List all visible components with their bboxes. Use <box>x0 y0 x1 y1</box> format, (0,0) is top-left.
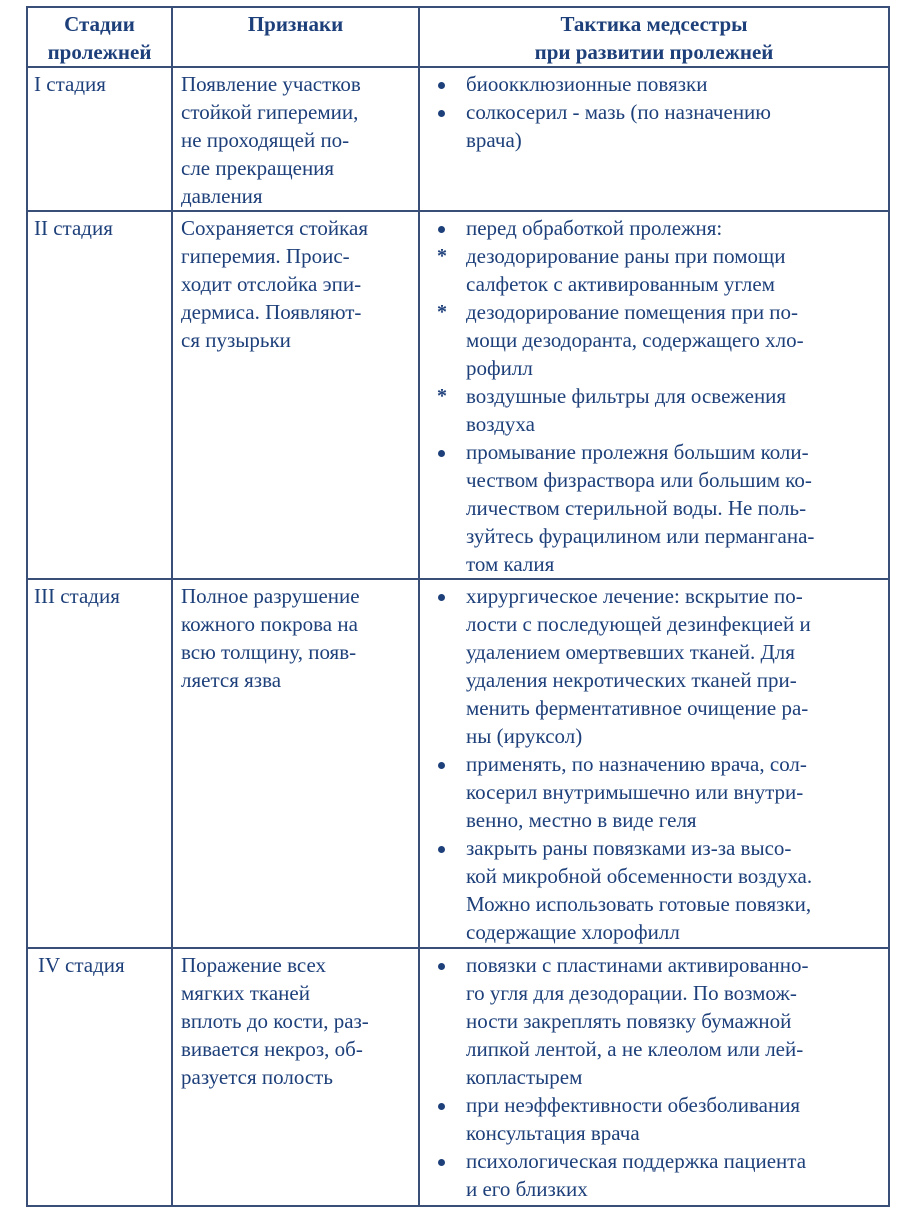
list-item <box>424 750 884 834</box>
list-item <box>424 98 884 154</box>
item-line: венно, местно в виде геля <box>466 808 697 832</box>
signs-line: сле прекращения <box>181 156 335 180</box>
tactics-cell <box>419 67 889 211</box>
signs-line: кожного покрова на <box>181 612 358 636</box>
header-text: при развитии пролежней <box>534 40 774 64</box>
list-item <box>424 582 884 750</box>
header-text: Стадии <box>64 12 135 36</box>
item-line: консультация врача <box>466 1121 640 1145</box>
signs-line: давления <box>181 184 263 208</box>
signs-line: гиперемия. Проис- <box>181 244 350 268</box>
signs-line: вплоть до кости, раз- <box>181 1009 369 1033</box>
list-item <box>424 242 884 298</box>
signs-line: ходит отслойка эпи- <box>181 272 362 296</box>
item-line: при неэффективности обезболивания <box>466 1093 801 1117</box>
item-line: ности закреплять повязку бумажной <box>466 1009 792 1033</box>
signs-line: стойкой гиперемии, <box>181 100 359 124</box>
tactics-cell <box>419 211 889 579</box>
item-line: дезодорирование помещения при по- <box>466 300 799 324</box>
item-line: удалением омертвевших тканей. Для <box>466 640 795 664</box>
stage-cell: I стадия <box>27 67 172 211</box>
item-line: хирургическое лечение: вскрытие по- <box>466 584 803 608</box>
signs-cell <box>172 211 419 579</box>
header-tactics <box>419 7 889 67</box>
header-text: пролежней <box>47 40 152 64</box>
item-line: мощи дезодоранта, содержащего хло- <box>466 328 804 352</box>
item-line: воздушные фильтры для освежения <box>466 384 787 408</box>
item-line: дезодорирование раны при помощи <box>466 244 786 268</box>
stage-cell: III стадия <box>27 579 172 948</box>
item-line: перед обработкой пролежня: <box>466 216 723 240</box>
item-line: чеством физраствора или большим ко- <box>466 468 812 492</box>
list-item <box>424 1147 884 1203</box>
asterisk-icon: * <box>437 301 447 323</box>
table-row <box>27 211 889 579</box>
list-item <box>424 1091 884 1147</box>
table-row <box>27 67 889 211</box>
item-line: Можно использовать готовые повязки, <box>466 892 812 916</box>
list-item <box>424 298 884 382</box>
item-line: солкосерил - мазь (по назначению <box>466 100 771 124</box>
signs-line: вивается некроз, об- <box>181 1037 363 1061</box>
signs-line: мягких тканей <box>181 981 310 1005</box>
signs-line: дермиса. Появляют- <box>181 300 362 324</box>
signs-line: ся пузырьки <box>181 328 291 352</box>
item-line: удаления некротических тканей при- <box>466 668 797 692</box>
item-line: закрыть раны повязками из-за высо- <box>466 836 792 860</box>
pressure-ulcer-table <box>26 6 890 1207</box>
item-line: воздуха <box>466 412 535 436</box>
signs-cell <box>172 579 419 948</box>
signs-line: Появление участков <box>181 72 361 96</box>
header-signs <box>172 7 419 67</box>
signs-line: Поражение всех <box>181 953 327 977</box>
asterisk-icon: * <box>437 385 447 407</box>
list-item <box>424 438 884 578</box>
signs-line: всю толщину, появ- <box>181 640 357 664</box>
header-text: Тактика медсестры <box>560 12 748 36</box>
item-line: рофилл <box>466 356 533 380</box>
item-line: ны (ируксол) <box>466 724 583 748</box>
item-line: промывание пролежня большим коли- <box>466 440 809 464</box>
item-line: повязки с пластинами активированно- <box>466 953 809 977</box>
item-line: применять, по назначению врача, сол- <box>466 752 807 776</box>
item-line: биоокклюзионные повязки <box>466 72 708 96</box>
stage-cell: IV стадия <box>27 948 172 1206</box>
signs-cell <box>172 67 419 211</box>
item-line: менить ферментативное очищение ра- <box>466 696 809 720</box>
item-line: липкой лентой, а не клеолом или лей- <box>466 1037 804 1061</box>
item-line: зуйтесь фурацилином или перманганa- <box>466 524 815 548</box>
item-line: го угля для дезодорации. По возмож- <box>466 981 797 1005</box>
stage-cell: II стадия <box>27 211 172 579</box>
item-line: лости с последующей дезинфекцией и <box>466 612 811 636</box>
item-line: том калия <box>466 552 555 576</box>
signs-cell <box>172 948 419 1206</box>
list-item <box>424 382 884 438</box>
item-line: кой микробной обсеменности воздуха. <box>466 864 813 888</box>
item-line: психологическая поддержка пациента <box>466 1149 807 1173</box>
table-row <box>27 579 889 948</box>
table-header-row <box>27 7 889 67</box>
header-text: Признаки <box>247 12 344 36</box>
item-line: копластырем <box>466 1065 583 1089</box>
item-line: и его близких <box>466 1177 588 1201</box>
list-item <box>424 70 884 98</box>
signs-line: ляется язва <box>181 668 282 692</box>
list-item <box>424 214 884 242</box>
tactics-cell <box>419 948 889 1206</box>
item-line: личеством стерильной воды. Не поль- <box>466 496 807 520</box>
list-item <box>424 951 884 1091</box>
signs-line: Полное разрушение <box>181 584 360 608</box>
item-line: врача) <box>466 128 522 152</box>
table-row <box>27 948 889 1206</box>
signs-line: не проходящей по- <box>181 128 350 152</box>
asterisk-icon: * <box>437 245 447 267</box>
signs-line: разуется полость <box>181 1065 333 1089</box>
item-line: косерил внутримышечно или внутри- <box>466 780 804 804</box>
list-item <box>424 834 884 946</box>
item-line: салфеток с активированным углем <box>466 272 775 296</box>
signs-line: Сохраняется стойкая <box>181 216 369 240</box>
header-stages <box>27 7 172 67</box>
item-line: содержащие хлорофилл <box>466 920 680 944</box>
tactics-cell <box>419 579 889 948</box>
